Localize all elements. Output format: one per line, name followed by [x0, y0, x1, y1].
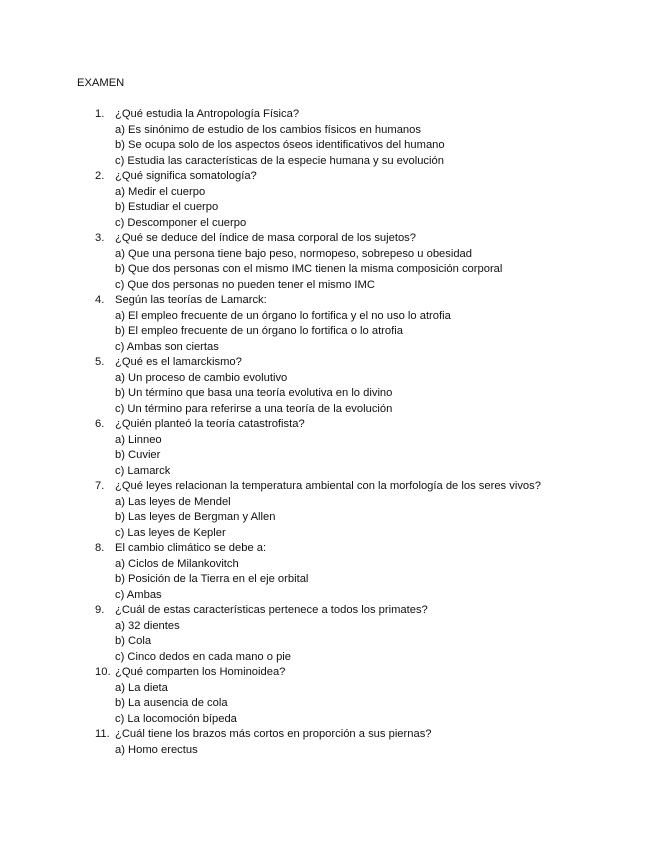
answer-option-line [0, 619, 655, 635]
question-text: Según las teorías de Lamarck: [115, 294, 267, 306]
answer-option-line [0, 464, 655, 480]
question-number: 11. [95, 728, 110, 740]
question-item [0, 417, 655, 479]
answer-option-line [0, 200, 655, 216]
document-title: EXAMEN [77, 77, 125, 89]
question-item [0, 293, 655, 355]
question-text: El cambio climático se debe a: [115, 542, 267, 554]
question-line [0, 541, 655, 557]
answer-option-line [0, 588, 655, 604]
question-item [0, 479, 655, 541]
question-item [0, 107, 655, 169]
question-number: 7. [95, 480, 105, 492]
answer-option: a) Las leyes de Mendel [115, 495, 231, 508]
answer-option: c) Que dos personas no pueden tener el mismo IMC [115, 278, 375, 291]
question-line [0, 665, 655, 681]
question-line [0, 231, 655, 247]
question-item [0, 231, 655, 293]
answer-option-line [0, 154, 655, 170]
answer-option: b) Un término que basa una teoría evolutiva en lo divino [115, 387, 393, 399]
question-line [0, 727, 655, 743]
question-text: ¿Qué comparten los Hominoidea? [115, 666, 286, 678]
answer-option-line [0, 495, 655, 511]
answer-option-line [0, 371, 655, 387]
answer-option: c) Ambas son ciertas [115, 340, 219, 353]
question-text: ¿Qué se deduce del índice de masa corporal de los sujetos? [115, 232, 416, 244]
answer-option: a) Un proceso de cambio evolutivo [115, 371, 288, 384]
answer-option-line [0, 262, 655, 278]
answer-option: b) Cola [115, 635, 152, 647]
answer-option: c) Ambas [115, 588, 162, 601]
answer-option: b) Que dos personas con el mismo IMC tienen la misma composición corporal [115, 263, 503, 275]
answer-option: b) Posición de la Tierra en el eje orbital [115, 573, 309, 585]
answer-option: a) Medir el cuerpo [115, 185, 206, 198]
answer-option: b) Estudiar el cuerpo [115, 201, 219, 213]
question-line [0, 603, 655, 619]
question-number: 4. [95, 294, 105, 306]
answer-option: c) Lamarck [115, 464, 171, 477]
answer-option-line [0, 247, 655, 263]
question-number: 2. [95, 170, 105, 182]
answer-option: c) Cinco dedos en cada mano o pie [115, 650, 292, 663]
answer-option: b) El empleo frecuente de un órgano lo fortifica o lo atrofia [115, 325, 403, 337]
answer-option-line [0, 309, 655, 325]
question-item [0, 541, 655, 603]
answer-option-line [0, 123, 655, 139]
answer-option-line [0, 510, 655, 526]
answer-option-line [0, 448, 655, 464]
answer-option: c) Descomponer el cuerpo [115, 216, 247, 229]
answer-option-line [0, 696, 655, 712]
question-text: ¿Cuál tiene los brazos más cortos en proporción a sus piernas? [115, 728, 432, 740]
question-item [0, 355, 655, 417]
question-line [0, 479, 655, 495]
answer-option-line [0, 712, 655, 728]
answer-option: a) Ciclos de Milankovitch [115, 557, 239, 570]
answer-option-line [0, 185, 655, 201]
answer-option: c) La locomoción bípeda [115, 712, 237, 725]
question-number: 6. [95, 418, 105, 430]
question-line [0, 355, 655, 371]
answer-option-line [0, 634, 655, 650]
question-item [0, 603, 655, 665]
question-number: 5. [95, 356, 105, 368]
question-number: 9. [95, 604, 105, 616]
answer-option-line [0, 433, 655, 449]
question-item [0, 665, 655, 727]
answer-option: c) Las leyes de Kepler [115, 526, 226, 539]
answer-option: c) Un término para referirse a una teoría de la evolución [115, 402, 393, 415]
answer-option-line [0, 526, 655, 542]
answer-option: b) La ausencia de cola [115, 697, 228, 709]
answer-option-line [0, 572, 655, 588]
question-line [0, 293, 655, 309]
question-number: 1. [95, 108, 105, 120]
question-item [0, 727, 655, 758]
question-text: ¿Qué estudia la Antropología Física? [115, 108, 300, 120]
answer-option-line [0, 324, 655, 340]
answer-option: a) Que una persona tiene bajo peso, normopeso, sobrepeso u obesidad [115, 247, 473, 260]
answer-option: a) 32 dientes [115, 619, 180, 632]
question-text: ¿Quién planteó la teoría catastrofista? [115, 418, 305, 430]
answer-option-line [0, 216, 655, 232]
question-text: ¿Qué significa somatología? [115, 170, 257, 182]
answer-option: a) Homo erectus [115, 743, 198, 756]
question-text: ¿Qué leyes relacionan la temperatura ambiental con la morfología de los seres vivos? [115, 480, 541, 492]
question-line [0, 417, 655, 433]
answer-option: a) Linneo [115, 433, 162, 446]
answer-option: a) El empleo frecuente de un órgano lo fortifica y el no uso lo atrofia [115, 309, 451, 322]
answer-option-line [0, 650, 655, 666]
question-number: 8. [95, 542, 105, 554]
answer-option-line [0, 557, 655, 573]
question-text: ¿Cuál de estas características pertenece a todos los primates? [115, 604, 428, 616]
question-number: 10. [95, 666, 111, 678]
answer-option-line [0, 402, 655, 418]
answer-option: b) Cuvier [115, 449, 161, 461]
question-number: 3. [95, 232, 105, 244]
answer-option: b) Las leyes de Bergman y Allen [115, 511, 276, 523]
question-text: ¿Qué es el lamarckismo? [115, 356, 242, 368]
answer-option: a) Es sinónimo de estudio de los cambios físicos en humanos [115, 123, 421, 136]
answer-option: c) Estudia las características de la especie humana y su evolución [115, 154, 444, 167]
question-line [0, 169, 655, 185]
answer-option: a) La dieta [115, 681, 168, 694]
answer-option-line [0, 278, 655, 294]
answer-option-line [0, 386, 655, 402]
answer-option-line [0, 681, 655, 697]
question-line [0, 107, 655, 123]
answer-option-line [0, 743, 655, 759]
answer-option-line [0, 138, 655, 154]
question-list [0, 107, 655, 758]
answer-option-line [0, 340, 655, 356]
question-item [0, 169, 655, 231]
answer-option: b) Se ocupa solo de los aspectos óseos identificativos del humano [115, 139, 445, 151]
